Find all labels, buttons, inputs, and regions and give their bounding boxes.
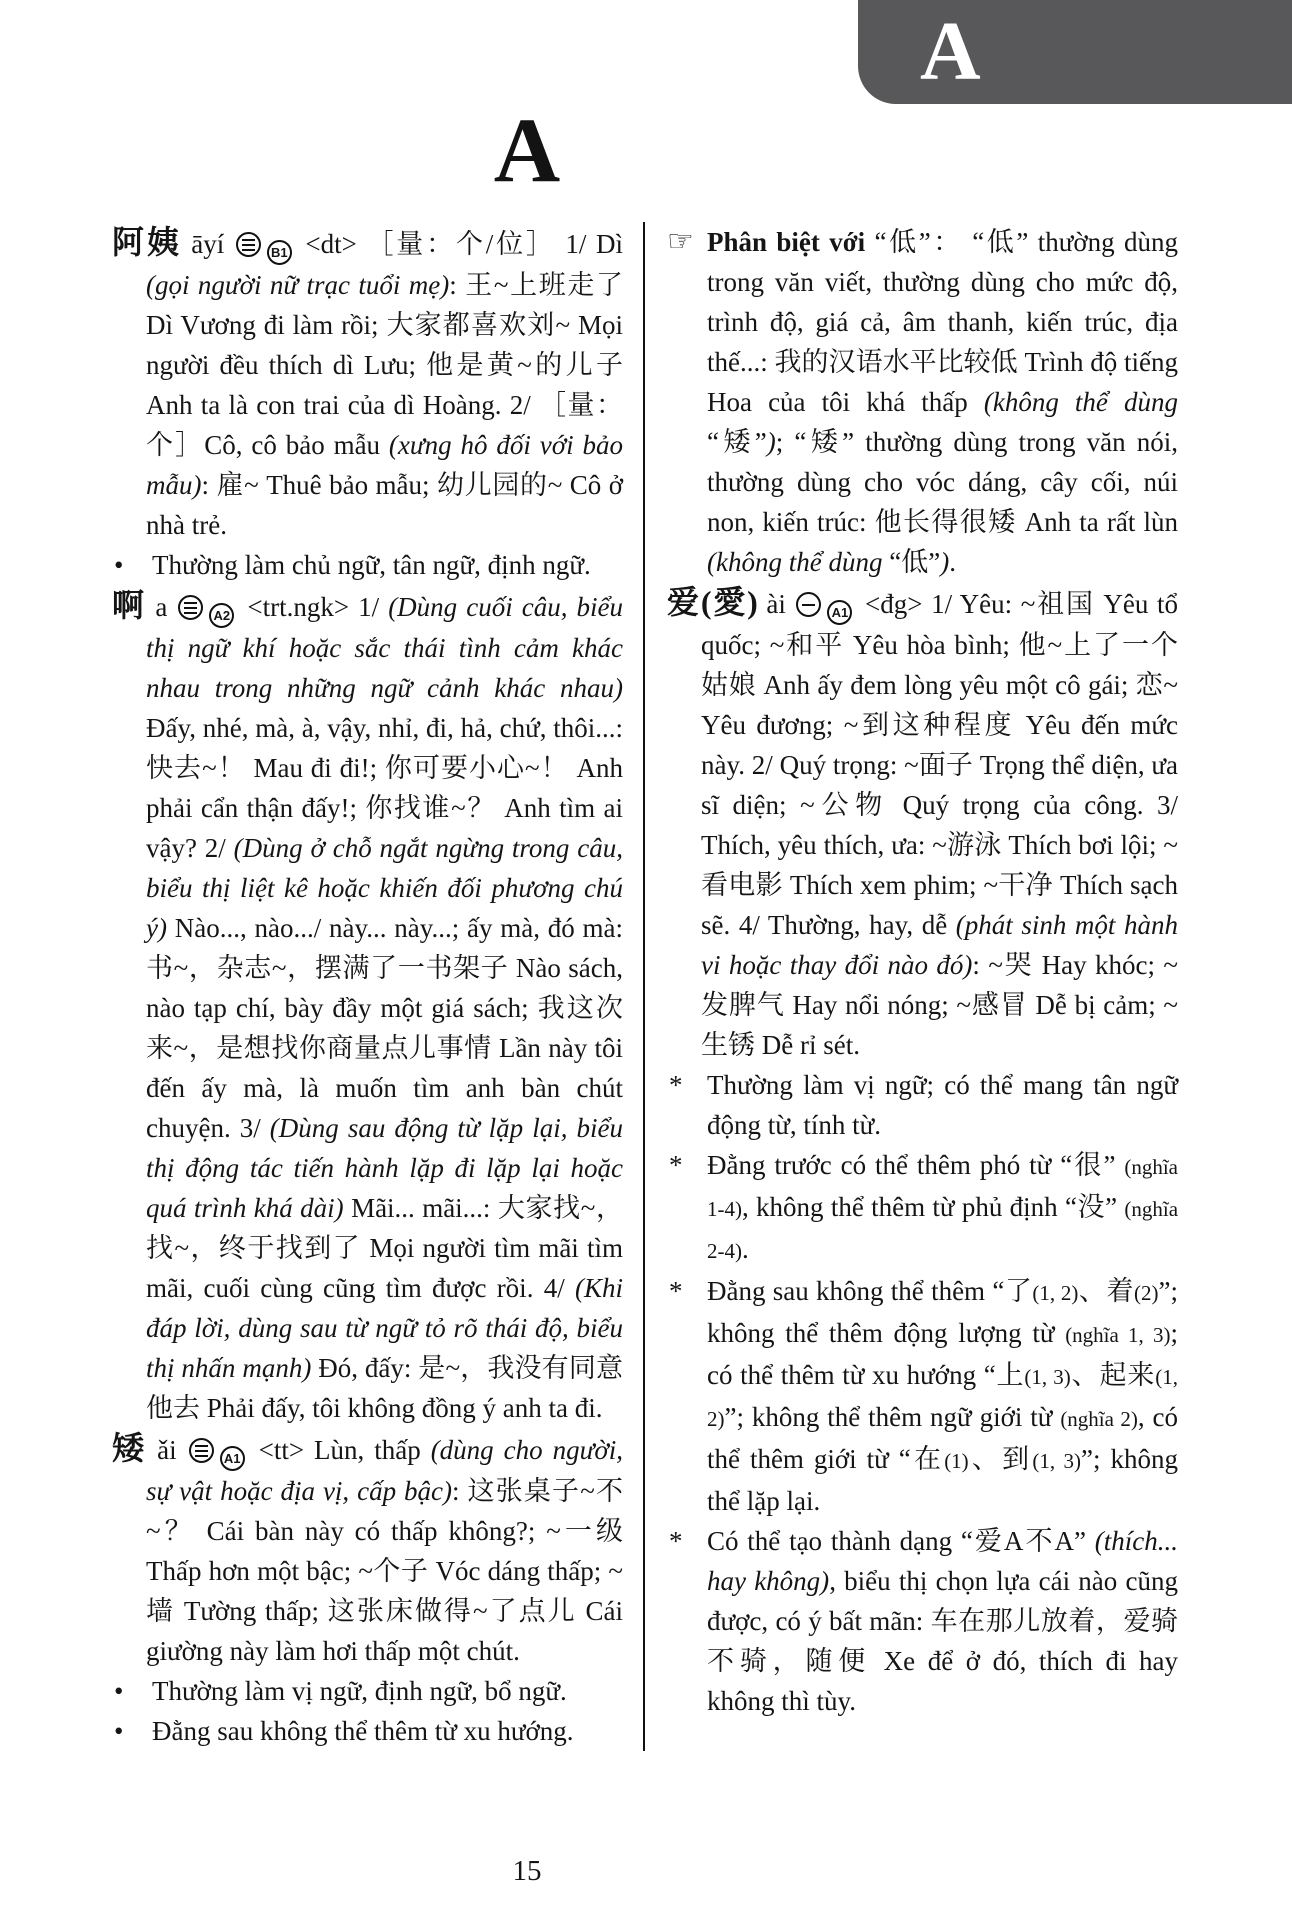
text-run: 这张床做得~了点儿 xyxy=(327,1596,577,1626)
grammar-note xyxy=(667,1521,1178,1721)
text-run: “上 xyxy=(983,1360,1025,1390)
text-run: Dễ bị cảm; xyxy=(1027,990,1164,1020)
text-run: 快去~！ xyxy=(146,753,246,783)
bullet-marker: • xyxy=(114,1676,124,1706)
text-run: (nghĩa 1-4) xyxy=(707,1155,1178,1221)
text-run: Thường làm chủ ngữ, tân ngữ, định ngữ. xyxy=(152,550,591,580)
text-run: “低”： “低” xyxy=(874,227,1029,257)
text-run: “矮” xyxy=(794,427,855,457)
text-run: Thường làm vị ngữ, định ngữ, bổ ngữ. xyxy=(152,1676,567,1706)
text-run: 大家都喜欢刘~ xyxy=(386,310,571,340)
text-run: <dt> xyxy=(295,229,367,259)
level-badge: A1 xyxy=(827,600,852,625)
text-run: (1) xyxy=(944,1449,969,1473)
text-run: (không thể dùng xyxy=(707,547,890,577)
text-run: ~公物 xyxy=(800,790,890,820)
text-run: 这张桌子~不~？ xyxy=(146,1476,623,1546)
grammar-note xyxy=(667,1145,1178,1271)
grammar-note-text xyxy=(707,1276,1178,1516)
text-run: thường dùng trong văn nói, thường dùng cho vóc dáng, cây cối, núi non, kiến trúc: xyxy=(707,427,1178,537)
pointing-hand-icon: ☞ xyxy=(667,225,694,258)
text-run: (Dùng sau động từ lặp lại, biểu thị động tác tiến hành lặp đi lặp lại hoặc quá trình khá dài) xyxy=(146,1113,623,1223)
text-run: ~生锈 xyxy=(701,990,1178,1060)
text-run: Mãi... mãi...: xyxy=(343,1193,498,1223)
text-run: , không thể thêm từ phủ định xyxy=(742,1192,1065,1222)
text-run: 你可要小心~！ xyxy=(384,753,569,783)
text-run: 幼儿园的~ xyxy=(436,470,563,500)
text-run: thường dùng trong văn viết, thường dùng cho mức độ, trình độ, giá cả, âm thanh, kiến trúc, địa thế...: xyxy=(707,227,1178,377)
text-run: (Khi đáp lời, dùng sau từ ngữ tỏ rõ thái độ, biểu thị nhấn mạnh) xyxy=(146,1273,623,1383)
grammar-note xyxy=(112,1711,623,1751)
text-run: 恋~ xyxy=(1135,670,1179,700)
usage-comparison-text xyxy=(707,227,1178,577)
text-run: Anh ta rất lùn xyxy=(1016,507,1178,537)
text-run: : xyxy=(449,270,466,300)
asterisk-marker: * xyxy=(669,1150,683,1180)
text-run: Yêu đương; xyxy=(701,710,844,740)
text-run: Đằng trước có thể thêm phó từ xyxy=(707,1150,1061,1180)
text-run: ~哭 xyxy=(988,950,1034,980)
text-run: 他是黄~的儿子 xyxy=(426,350,623,380)
circled-one-line-icon xyxy=(796,592,821,617)
text-run: Mọi người đều thích dì Lưu; xyxy=(146,310,624,380)
text-run: (không thể dùng xyxy=(983,387,1178,417)
text-run: ” xyxy=(1158,1276,1171,1306)
text-run: 、着 xyxy=(1078,1276,1134,1306)
text-run: . xyxy=(949,547,956,577)
text-run: ài xyxy=(757,589,795,619)
text-run: Yêu hòa bình; xyxy=(844,630,1019,660)
text-run: Xe để ở đó, thích đi hay không thì tùy. xyxy=(707,1646,1179,1716)
text-run: Thích bơi lội; xyxy=(1001,830,1164,860)
text-run: Thích xem phim; xyxy=(782,870,984,900)
text-run: 爱(愛) xyxy=(667,584,758,620)
grammar-note-text xyxy=(707,1070,1178,1140)
text-run: (dùng cho người, sự vật hoặc địa vị, cấp bậc) xyxy=(146,1435,623,1506)
text-run: Trọng thể diện, ưa sĩ diện; xyxy=(701,750,1179,820)
text-run: “矮” xyxy=(707,427,767,457)
right-column xyxy=(645,222,1178,1751)
grammar-note-text xyxy=(152,1676,567,1706)
text-run: ~和平 xyxy=(769,630,845,660)
corner-tab xyxy=(858,0,1292,104)
text-run: Cô, cô bảo mẫu xyxy=(204,430,389,460)
corner-tab-letter: A xyxy=(920,5,981,98)
text-run: ~个子 xyxy=(358,1556,429,1586)
text-run: <tt> Lùn, thấp xyxy=(248,1435,431,1465)
text-run: ~祖国 xyxy=(1020,589,1095,619)
entry-ayi xyxy=(112,222,623,545)
asterisk-marker: * xyxy=(669,1070,683,1100)
text-run: ” xyxy=(724,1402,737,1432)
text-run: Nào sách, nào tạp chí, bày đầy một giá sách; xyxy=(146,953,623,1023)
text-run: Anh tìm ai vậy? 2/ xyxy=(146,793,623,863)
text-run: ǎi xyxy=(147,1435,187,1465)
text-run: 啊 xyxy=(112,587,147,623)
text-run: Cái bàn này có thấp không?; xyxy=(195,1516,547,1546)
usage-comparison-note xyxy=(667,222,1178,582)
text-run: “了 xyxy=(992,1276,1033,1306)
text-run: . xyxy=(742,1234,749,1264)
text-run: Dì Vương đi làm rồi; xyxy=(146,310,387,340)
text-run: Thấp hơn một bậc; xyxy=(146,1556,359,1586)
circled-three-lines-icon xyxy=(178,595,203,620)
text-run: Thích sạch sẽ. 4/ Thường, hay, dễ xyxy=(701,870,1179,940)
text-run: Thuê bảo mẫu; xyxy=(258,470,437,500)
text-run: ~发脾气 xyxy=(701,950,1178,1020)
text-run: <đg> 1/ Yêu: xyxy=(856,589,1021,619)
text-run: ~到这种程度 xyxy=(843,710,1016,740)
text-run: (nghĩa 2) xyxy=(1060,1407,1138,1431)
level-badge: B1 xyxy=(267,240,292,265)
text-run: , có thể thêm giới từ xyxy=(707,1402,1178,1474)
text-run: 他~上了一个姑娘 xyxy=(701,630,1178,700)
text-run: (xưng hô đối với bảo mẫu) xyxy=(146,430,623,500)
text-run: 王~上班走了 xyxy=(465,270,623,300)
text-run: : xyxy=(972,950,989,980)
text-run: Đó, đấy: xyxy=(311,1353,419,1383)
text-run: Mọi người tìm mãi tìm mãi, cuối cùng cũng tìm được rồi. 4/ xyxy=(146,1233,624,1303)
text-run: 是~，我没有同意他去 xyxy=(146,1353,624,1423)
text-run: ; không thể thêm ngữ giới từ xyxy=(736,1402,1061,1432)
text-run: : xyxy=(452,1476,468,1506)
text-run: Yêu tổ quốc; xyxy=(701,589,1178,660)
text-run: Cái giường này làm hơi thấp một chút. xyxy=(146,1596,623,1666)
text-run: “很” xyxy=(1060,1150,1116,1180)
grammar-note-text xyxy=(707,1150,1178,1264)
text-run: Thường làm vị ngữ; có thể mang tân ngữ động từ, tính từ. xyxy=(707,1070,1178,1140)
text-run: (thích... hay không) xyxy=(707,1526,1178,1596)
text-run: 我这次来~，是想找你商量点儿事情 xyxy=(146,993,623,1063)
text-run: Yêu đến mức này. 2/ Quý trọng: xyxy=(701,710,1179,780)
text-run: Mau đi đi!; xyxy=(245,753,385,783)
circled-three-lines-icon xyxy=(236,232,261,257)
text-run: āyí xyxy=(181,229,234,259)
text-run: ; xyxy=(775,427,795,457)
text-run: Anh ấy đem lòng yêu một cô gái; xyxy=(756,670,1136,700)
text-run: Có thể tạo thành dạng xyxy=(707,1526,961,1556)
text-run: 、到 xyxy=(968,1444,1033,1474)
text-run: Quý trọng của công. 3/ Thích, yêu thích, ưa: xyxy=(701,790,1179,860)
text-run: Cô ở nhà trẻ. xyxy=(146,470,623,540)
entry-a xyxy=(112,585,623,1428)
text-run: Anh ta là con trai của dì Hoàng. 2/ xyxy=(146,390,539,420)
asterisk-marker: * xyxy=(669,1276,683,1306)
text-run: ［量：个］ xyxy=(146,390,624,460)
grammar-note xyxy=(112,1671,623,1711)
text-run: (nghĩa 1, 3) xyxy=(1065,1323,1171,1347)
dictionary-columns xyxy=(112,222,1178,1751)
text-run: Đấy, nhé, mà, à, vậy, nhỉ, đi, hả, chứ, thôi...: xyxy=(146,713,623,743)
text-run: (Dùng ở chỗ ngắt ngừng trong câu, biểu thị liệt kê hoặc khiến đối phương chú ý) xyxy=(146,833,623,943)
text-run: Lần này tôi đến ấy mà, là muốn tìm anh bàn chút chuyện. 3/ xyxy=(146,1033,623,1143)
text-run: ~感冒 xyxy=(956,990,1028,1020)
text-run: 阿姨 xyxy=(112,224,182,260)
grammar-note-text xyxy=(152,550,591,580)
text-run: Trình độ tiếng Hoa của tôi khá thấp xyxy=(707,347,1178,417)
text-run: ~游泳 xyxy=(932,830,1002,860)
text-run: (1, 3) xyxy=(1032,1449,1082,1473)
text-run: ~面子 xyxy=(904,750,973,780)
text-run: ; không thể lặp lại. xyxy=(707,1444,1178,1516)
text-run: 书~，杂志~，摆满了一书架子 xyxy=(146,953,509,983)
text-run: 大家找~，找~，终于找到了 xyxy=(146,1193,623,1263)
grammar-note xyxy=(667,1065,1178,1145)
text-run: 1/ Dì xyxy=(555,229,623,259)
grammar-note xyxy=(667,1271,1178,1521)
text-run: : xyxy=(201,470,217,500)
text-run: a xyxy=(146,592,177,622)
text-run: Hay nổi nóng; xyxy=(784,990,957,1020)
level-badge: A1 xyxy=(220,1446,245,1471)
text-run: ) xyxy=(940,547,950,577)
grammar-note-text xyxy=(152,1716,574,1746)
text-run: (nghĩa 2-4) xyxy=(707,1197,1179,1263)
text-run: (2) xyxy=(1134,1281,1159,1305)
text-run: Dễ rỉ sét. xyxy=(755,1030,860,1060)
bullet-marker: • xyxy=(114,1716,124,1746)
text-run: ［量：个/位］ xyxy=(366,229,556,259)
grammar-note xyxy=(112,545,623,585)
text-run: (1, 3) xyxy=(1024,1365,1071,1389)
text-run: Anh phải cẩn thận đấy!; xyxy=(146,753,624,823)
entry-ai-short xyxy=(112,1428,623,1671)
text-run: Đằng sau không thể thêm xyxy=(707,1276,993,1306)
text-run: “在 xyxy=(898,1444,945,1474)
text-run: Phải đấy, tôi không đồng ý anh ta đi. xyxy=(200,1393,603,1423)
text-run: Nào..., nào.../ này... này...; ấy mà, đó mà: xyxy=(166,913,623,943)
text-run: ~看电影 xyxy=(701,830,1178,900)
text-run: ~一级 xyxy=(546,1516,623,1546)
text-run: 矮 xyxy=(112,1430,148,1466)
text-run: 他长得很矮 xyxy=(874,507,1017,537)
text-run: 你找谁~？ xyxy=(365,793,496,823)
text-run: ” xyxy=(1081,1444,1094,1474)
text-run: Vóc dáng thấp; xyxy=(428,1556,609,1586)
text-run: ~干净 xyxy=(983,870,1053,900)
text-run: 车在那儿放着，爱骑不骑，随便 xyxy=(707,1606,1179,1676)
text-run: (gọi người nữ trạc tuổi mẹ) xyxy=(146,270,450,300)
text-run: ~墙 xyxy=(146,1556,624,1626)
text-run: Tường thấp; xyxy=(175,1596,328,1626)
page-number: 15 xyxy=(512,1855,542,1887)
text-run: (phát sinh một hành vi hoặc thay đổi nào đó) xyxy=(701,910,1178,980)
entry-ai-love xyxy=(667,582,1178,1065)
text-run: Đằng sau không thể thêm từ xu hướng. xyxy=(152,1716,574,1746)
text-run: (Dùng cuối câu, biểu thị ngữ khí hoặc sắc thái tình cảm khác nhau trong những ngữ cảnh khác nhau) xyxy=(146,592,623,703)
text-run: 、起来 xyxy=(1070,1360,1156,1390)
asterisk-marker: * xyxy=(669,1526,683,1556)
left-column xyxy=(112,222,645,1751)
bullet-marker: • xyxy=(114,550,124,580)
text-run xyxy=(1115,1150,1124,1180)
circled-three-lines-icon xyxy=(189,1438,214,1463)
text-run: (1, 2) xyxy=(707,1365,1178,1431)
level-badge: A2 xyxy=(209,603,234,628)
text-run: “低” xyxy=(889,547,941,577)
text-run: (1, 2) xyxy=(1032,1281,1079,1305)
text-run: ; không thể thêm động lượng từ xyxy=(707,1276,1178,1348)
text-run: ; có thể thêm từ xu hướng xyxy=(707,1318,1178,1390)
grammar-note-text xyxy=(707,1526,1178,1716)
text-run: Phân biệt với xyxy=(707,227,875,257)
text-run: <trt.ngk> 1/ xyxy=(238,592,389,622)
text-run: “爱A不A” xyxy=(960,1526,1086,1556)
text-run: 我的汉语水平比较低 xyxy=(774,347,1018,377)
text-run: , biểu thị chọn lựa cái nào cũng được, có ý bất mãn: xyxy=(707,1566,1178,1636)
section-letter: A xyxy=(493,99,561,201)
text-run: “没” xyxy=(1064,1192,1118,1222)
text-run: Hay khóc; xyxy=(1033,950,1164,980)
text-run: ) xyxy=(766,427,776,457)
text-run: 雇~ xyxy=(216,470,259,500)
